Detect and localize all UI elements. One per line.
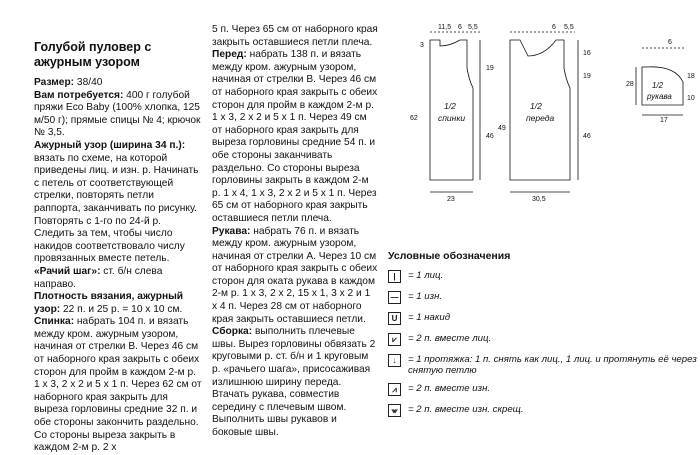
paragraph bbox=[34, 266, 202, 291]
back-label-name: спинки bbox=[438, 113, 466, 123]
column-1-body bbox=[34, 77, 202, 455]
paragraph bbox=[212, 49, 378, 225]
stitch-symbol-icon: U bbox=[388, 312, 401, 325]
paragraph-label: Сборка: bbox=[212, 326, 253, 338]
article-title: Голубой пуловер с ажурным узором bbox=[34, 40, 152, 69]
paragraph-label: Спинка: bbox=[34, 316, 75, 328]
paragraph bbox=[34, 316, 202, 455]
paragraph-text: 38/40 bbox=[74, 77, 103, 88]
paragraph-text: 5 п. Через 65 см от наборного края закрыть оставшиеся петли плеча. bbox=[212, 24, 378, 48]
back-diagram bbox=[410, 24, 494, 203]
front-top-dim-2: 5,5 bbox=[564, 24, 574, 31]
stitch-symbol-icon: ⩖ bbox=[388, 404, 401, 417]
front-width-dim: 30,5 bbox=[532, 196, 546, 203]
legend-item-text: = 1 протяжка: 1 п. снять как лиц., 1 лиц. и протянуть её через снятую петлю bbox=[408, 354, 697, 376]
text-column-2 bbox=[212, 24, 378, 440]
legend-item bbox=[388, 291, 700, 309]
sleeve-height-dim-1: 28 bbox=[626, 81, 634, 88]
paragraph-text: набрать 76 п. и вязать между кром. ажурным узором, начиная от стрелки А. Через 10 см от наборного края закрыть с обеих сторон для оката рукава в каждом 2-м р. 1 х 3, 2 х 2, 15 х 1, 3 х 2 и 1 х 4 п. Через 28 см от наборного края закрыть оставшиеся петли. bbox=[212, 225, 378, 325]
legend-item bbox=[388, 312, 700, 330]
stitch-symbol-icon: — bbox=[388, 291, 401, 304]
back-top-dim-1: 11,5 bbox=[438, 24, 452, 31]
legend-title: Условные обозначения bbox=[388, 250, 511, 262]
legend-item-text: = 1 лиц. bbox=[408, 270, 444, 281]
front-height-dim-4: 46 bbox=[583, 133, 591, 140]
sleeve-height-dim-2: 18 bbox=[687, 73, 695, 80]
paragraph-label: Перед: bbox=[212, 49, 247, 61]
front-label-fraction: 1/2 bbox=[530, 101, 542, 111]
stitch-symbol-icon: ↓ bbox=[388, 354, 401, 367]
paragraph-label: Вам потребуется: bbox=[34, 89, 124, 101]
paragraph-text: набрать 104 п. и вязать между кром. ажурным узором, начиная от стрелки В. Через 46 см от наборного края закрыть с обеих сторон для пройм в каждом 2-м р. 1 х 3, 2 х 2 и 5 х 1 п. Через 62 см от наборного края закрыть для выреза горловины средние 32 п. и обе стороны закончить раздельно. Со стороны выреза закрыть в каждом 2-м р. 2 х bbox=[34, 316, 202, 454]
paragraph-label: Рукава: bbox=[212, 225, 251, 237]
paragraph-label: Ажурный узор (ширина 34 п.): bbox=[34, 139, 186, 151]
paragraph-text: 400 г голубой пряжи Eco Baby (100% хлопка, 125 м/50 г); прямые спицы № 4; крючок № 3,5. bbox=[34, 89, 201, 139]
legend-item bbox=[388, 404, 700, 422]
sleeve-diagram bbox=[626, 39, 695, 124]
back-height-dim-4: 46 bbox=[486, 133, 494, 140]
legend-item-text: = 2 п. вместе изн. bbox=[408, 383, 491, 394]
legend-item-text: = 1 изн. bbox=[408, 291, 443, 302]
paragraph bbox=[34, 90, 202, 140]
text-column-1 bbox=[34, 40, 202, 455]
paragraph-label: Размер: bbox=[34, 77, 75, 88]
back-width-dim: 23 bbox=[447, 196, 455, 203]
paragraph bbox=[212, 24, 378, 49]
front-diagram bbox=[498, 24, 591, 203]
stitch-symbol-icon: ⩘ bbox=[388, 383, 401, 396]
sleeve-top-dim: 6 bbox=[668, 39, 672, 46]
paragraph bbox=[212, 326, 378, 439]
back-height-dim-1: 3 bbox=[420, 42, 424, 49]
paragraph-label: «Рачий шаг»: bbox=[34, 265, 101, 277]
paragraph bbox=[34, 291, 202, 316]
back-top-dim-2: 6 bbox=[458, 24, 462, 31]
legend-item-text: = 2 п. вместе изн. скрещ. bbox=[408, 404, 524, 415]
paragraph bbox=[34, 140, 202, 266]
paragraph-text: 22 п. и 25 р. = 10 х 10 см. bbox=[60, 303, 183, 315]
front-height-dim-3: 49 bbox=[498, 125, 506, 132]
legend-item-text: = 1 накид bbox=[408, 312, 451, 323]
front-height-dim-1: 16 bbox=[583, 50, 591, 57]
back-height-dim-3: 62 bbox=[410, 115, 418, 122]
front-height-dim-2: 19 bbox=[583, 73, 591, 80]
legend-items bbox=[388, 270, 700, 422]
legend-item bbox=[388, 383, 700, 401]
paragraph-text: набрать 138 п. и вязать между кром. ажурным узором, начиная от стрелки В. Через 46 см от наборного края закрыть с обеих сторон для пройм в каждом 2-м р. 1 х 3, 2 х 2 и 5 х 1 п. Через 49 см от наборного края закрыть для выреза горловины средние 54 п. и обе стороны заканчивать раздельно. Со стороны выреза горловины закрыть в каждом 2-м р. 1 х 4, 1 х 3, 2 х 2 и 5 х 1 п. Через 65 см от наборного края закрыть оставшиеся петли плеча. bbox=[212, 49, 378, 224]
front-top-dim-1: 6 bbox=[552, 24, 556, 31]
stitch-symbol-icon: | bbox=[388, 270, 401, 283]
paragraph-text: ст. б/н слева направо. bbox=[34, 265, 163, 290]
paragraph bbox=[212, 226, 378, 327]
legend bbox=[388, 250, 700, 425]
sleeve-height-dim-3: 10 bbox=[687, 95, 695, 102]
legend-item bbox=[388, 354, 700, 380]
paragraph-text: выполнить плечевые швы. Вырез горловины обвязать 2 круговыми р. ст. б/н и 1 круговым р. «рачьего шага», присосаживая излишнюю ширину переда. Втачать рукава, совместив середину с плечевым швом. Выполнить швы рукавов и боковые швы. bbox=[212, 326, 376, 438]
pattern-diagrams bbox=[380, 10, 700, 230]
legend-item-text: = 2 п. вместе лиц. bbox=[408, 333, 492, 344]
legend-item bbox=[388, 270, 700, 288]
column-2-body bbox=[212, 24, 378, 440]
back-top-dim-3: 5,5 bbox=[468, 24, 478, 31]
paragraph-label: Плотность вязания, ажурный узор: bbox=[34, 291, 184, 315]
sleeve-label-fraction: 1/2 bbox=[652, 81, 664, 90]
paragraph bbox=[34, 77, 202, 90]
back-label-fraction: 1/2 bbox=[444, 101, 456, 111]
stitch-symbol-icon: ⩗ bbox=[388, 333, 401, 346]
paragraph-text: вязать по схеме, на которой приведены лиц. и изн. р. Начинать с петель от соответствующей стрелки, повторять петли раппорта, заканчивать по рисунку. Повторять с 1-го по 24-й р. Следить за тем, чтобы число накидов соответствовало числу провязанных вместе петель. bbox=[34, 152, 199, 265]
front-label-name: переда bbox=[526, 113, 555, 123]
sleeve-label-name: рукава bbox=[647, 92, 672, 101]
legend-item bbox=[388, 333, 700, 351]
back-height-dim-2: 19 bbox=[486, 65, 494, 72]
sleeve-width-dim: 17 bbox=[660, 117, 668, 124]
